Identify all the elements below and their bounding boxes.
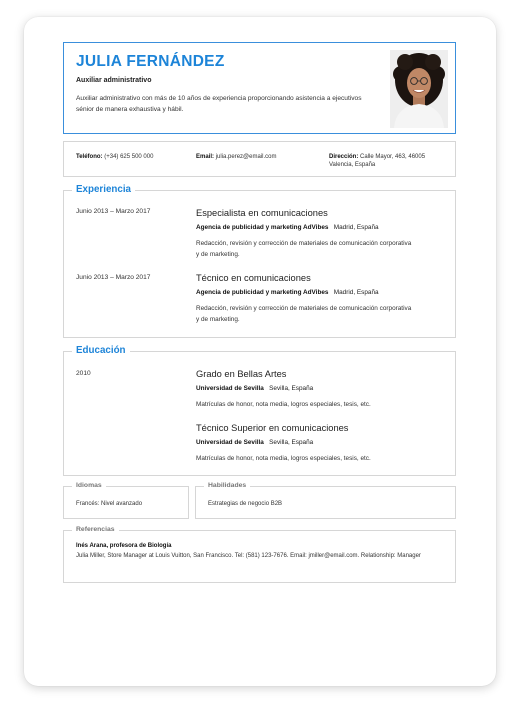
contact-bar	[63, 141, 456, 177]
education-details: Matrículas de honor, nota media, logros especiales, tesis, etc.	[196, 455, 371, 462]
education-degree: Técnico Superior en comunicaciones	[196, 423, 349, 433]
email-value: julia.perez@email.com	[215, 154, 277, 160]
experience-section	[63, 184, 456, 338]
contact-address	[329, 153, 449, 169]
references-section	[63, 526, 456, 583]
skills-text: Estrategias de negocio B2B	[208, 501, 283, 507]
company-name: Agencia de publicidad y marketing AdVibes	[196, 289, 329, 296]
resume-page	[24, 17, 496, 686]
experience-job-title: Especialista en comunicaciones	[196, 208, 328, 218]
contact-email	[196, 153, 276, 161]
reference-name: Inés Arana, profesora de Biología	[76, 543, 172, 549]
skills-title: Habilidades	[204, 482, 250, 489]
profile-photo-icon	[390, 50, 448, 128]
school-name: Universidad de Sevilla	[196, 439, 264, 446]
resume-header	[63, 42, 456, 134]
skills-section	[195, 482, 456, 519]
address-value: Calle Mayor, 463, 46005 Valencia, España	[329, 154, 426, 168]
email-label: Email:	[196, 154, 215, 160]
experience-description: Redacción, revisión y corrección de materiales de comunicación corporativa y de marketing.	[196, 305, 412, 323]
experience-company	[196, 224, 379, 231]
languages-text: Francés: Nivel avanzado	[76, 501, 143, 507]
education-year: 2010	[76, 370, 91, 377]
languages-section	[63, 482, 189, 519]
languages-title: Idiomas	[72, 482, 106, 489]
address-label: Dirección:	[329, 154, 359, 160]
education-title: Educación	[72, 345, 130, 356]
company-location: Madrid, España	[333, 289, 379, 296]
education-degree: Grado en Bellas Artes	[196, 369, 287, 379]
company-name: Agencia de publicidad y marketing AdVibes	[196, 224, 329, 231]
reference-text: Julia Miller, Store Manager at Louis Vuitton, San Francisco. Tel: (581) 123-7676. Email: jmiller@email.com. Relationship: Manager	[76, 553, 421, 559]
experience-title: Experiencia	[72, 184, 135, 195]
profile-photo	[390, 50, 448, 128]
education-school	[196, 385, 313, 392]
contact-phone	[76, 153, 153, 161]
experience-dates: Junio 2013 – Marzo 2017	[76, 208, 151, 215]
education-details: Matrículas de honor, nota media, logros especiales, tesis, etc.	[196, 401, 371, 408]
school-location: Sevilla, España	[269, 439, 314, 446]
education-school	[196, 439, 313, 446]
school-location: Sevilla, España	[269, 385, 314, 392]
references-title: Referencias	[72, 526, 119, 533]
experience-description: Redacción, revisión y corrección de materiales de comunicación corporativa y de marketing.	[196, 240, 412, 258]
company-location: Madrid, España	[333, 224, 379, 231]
experience-job-title: Técnico en comunicaciones	[196, 273, 311, 283]
candidate-name: JULIA FERNÁNDEZ	[76, 53, 225, 70]
experience-dates: Junio 2013 – Marzo 2017	[76, 274, 151, 281]
candidate-role: Auxiliar administrativo	[76, 77, 152, 84]
candidate-summary: Auxiliar administrativo con más de 10 años de experiencia proporcionando asistencia a ejecutivos sénior de manera exhaustiva y hábil.	[76, 95, 362, 113]
phone-value: (+34) 625 500 000	[104, 154, 154, 160]
experience-company	[196, 289, 379, 296]
school-name: Universidad de Sevilla	[196, 385, 264, 392]
education-section	[63, 345, 456, 476]
phone-label: Teléfono:	[76, 154, 103, 160]
